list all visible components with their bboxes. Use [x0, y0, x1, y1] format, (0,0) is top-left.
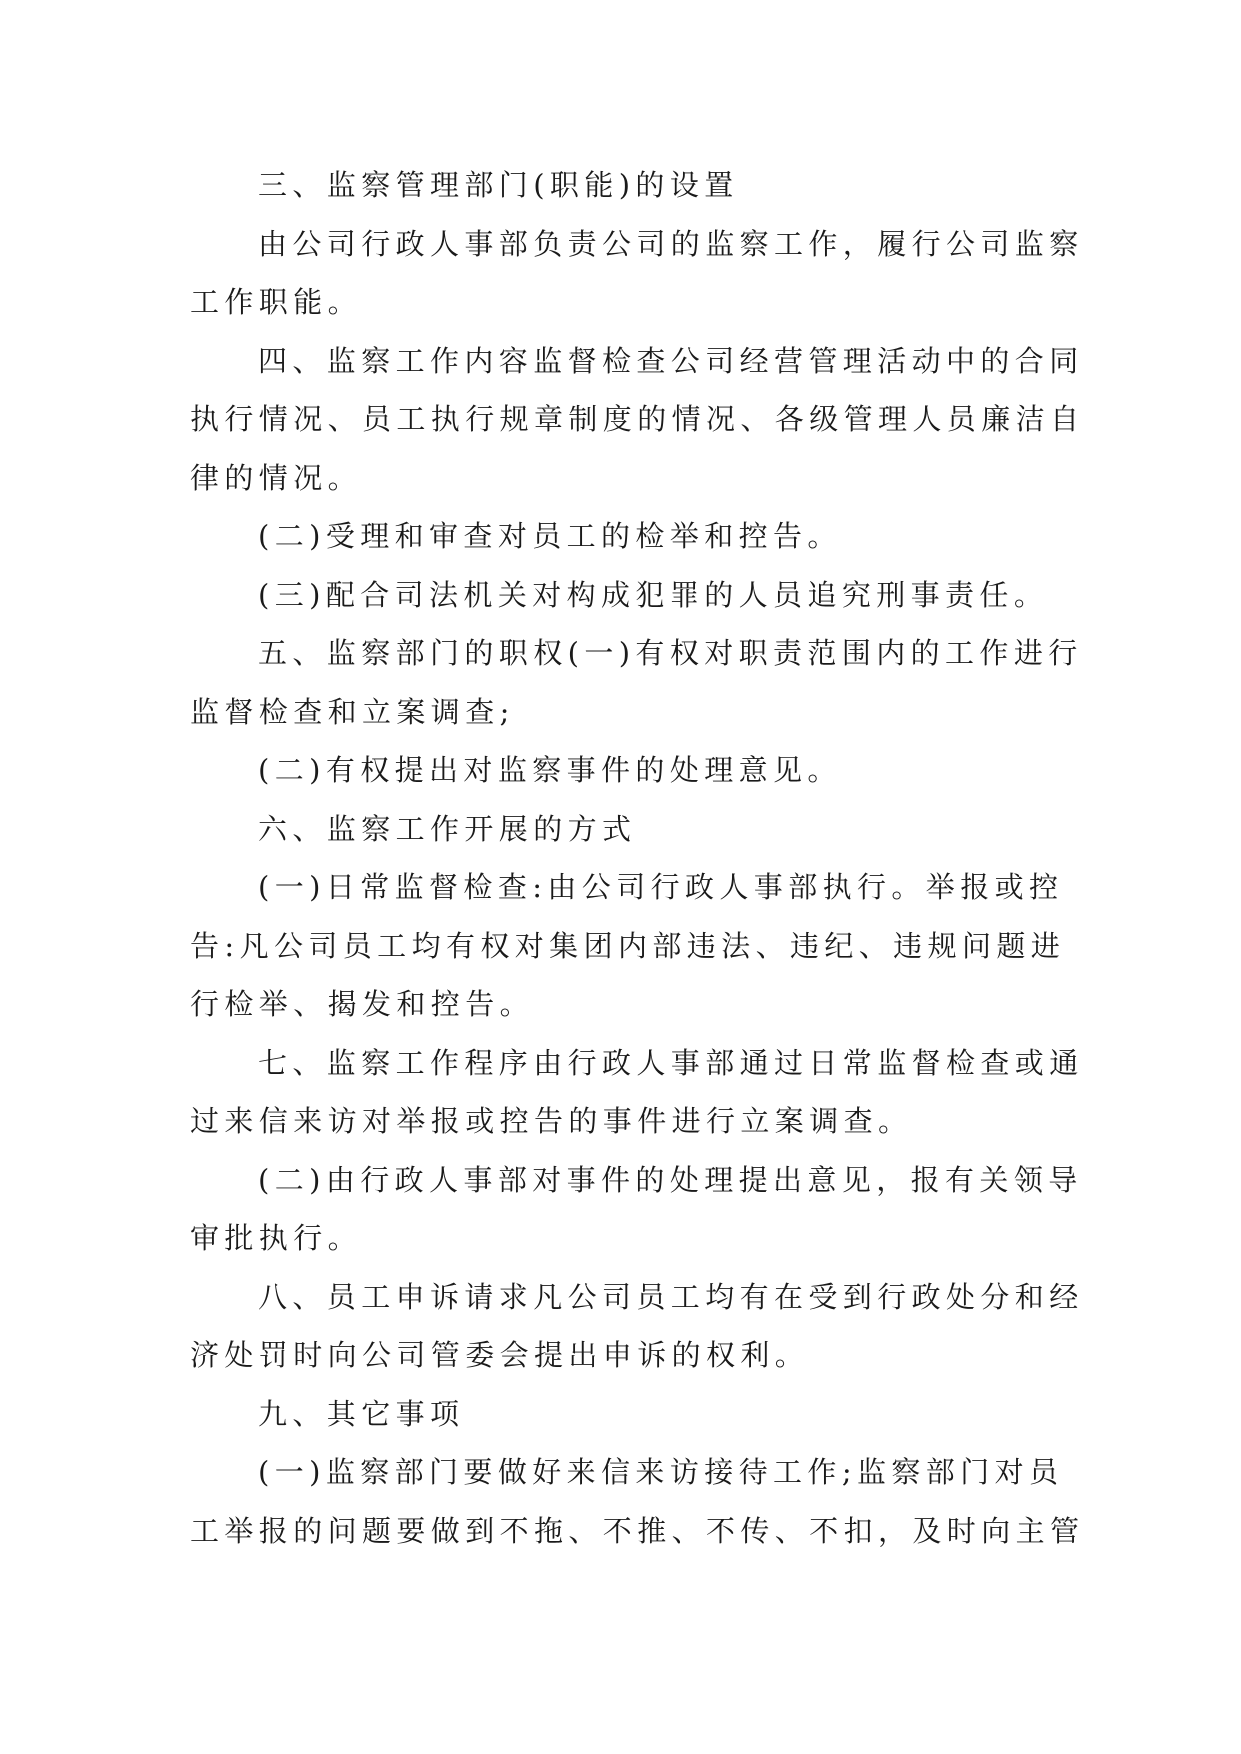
text-line: (一)监察部门要做好来信来访接待工作;监察部门对员 — [258, 1455, 1064, 1489]
text-line: (二)受理和审查对员工的检举和控告。 — [258, 519, 842, 553]
paragraph-section-5 — [190, 624, 1083, 741]
paragraph-section-7 — [190, 1034, 1084, 1151]
text-line: 工举报的问题要做到不拖、不推、不传、不扣，及时向主管 — [190, 1513, 1085, 1548]
text-line: 八、员工申诉请求凡公司员工均有在受到行政处分和经 — [258, 1279, 1084, 1314]
paragraph-section-4-item-2 — [190, 507, 1050, 566]
paragraph-section-9-title — [190, 1385, 1050, 1444]
paragraph-section-9-item-1 — [190, 1443, 1085, 1560]
text-line: 工作职能。 — [190, 285, 363, 319]
text-line: 九、其它事项 — [258, 1396, 465, 1431]
paragraph-section-4-item-3 — [190, 566, 1050, 625]
text-line: 监督检查和立案调查; — [190, 694, 515, 729]
paragraph-section-7-item-2 — [190, 1151, 1083, 1268]
paragraph-section-6-item-1 — [190, 858, 1066, 1034]
text-line: 过来信来访对举报或控告的事件进行立案调查。 — [190, 1104, 913, 1138]
paragraph-section-3-title — [190, 156, 1050, 215]
text-line: 七、监察工作程序由行政人事部通过日常监督检查或通 — [258, 1045, 1084, 1080]
text-line: 律的情况。 — [190, 460, 363, 495]
text-line: 执行情况、员工执行规章制度的情况、各级管理人员廉洁自 — [190, 402, 1085, 436]
paragraph-section-8 — [190, 1268, 1084, 1385]
paragraph-section-5-item-2 — [190, 741, 1050, 800]
text-line: (一)日常监督检查:由公司行政人事部执行。举报或控 — [258, 870, 1064, 904]
text-line: 四、监察工作内容监督检查公司经营管理活动中的合同 — [258, 343, 1084, 378]
paragraph-section-3-body — [190, 215, 1084, 332]
paragraph-section-6-title — [190, 800, 1050, 859]
text-line: 六、监察工作开展的方式 — [258, 811, 637, 846]
document-body — [190, 156, 1085, 1560]
text-line: 五、监察部门的职权(一)有权对职责范围内的工作进行 — [258, 636, 1083, 670]
text-line: 济处罚时向公司管委会提出申诉的权利。 — [190, 1338, 810, 1372]
text-line: (二)有权提出对监察事件的处理意见。 — [258, 753, 842, 787]
text-line: 三、监察管理部门(职能)的设置 — [258, 168, 739, 202]
text-line: 审批执行。 — [190, 1221, 363, 1255]
paragraph-section-4 — [190, 332, 1085, 508]
text-line: 告:凡公司员工均有权对集团内部违法、违纪、违规问题进 — [190, 928, 1066, 963]
text-line: 由公司行政人事部负责公司的监察工作，履行公司监察 — [258, 226, 1084, 261]
text-line: (二)由行政人事部对事件的处理提出意见，报有关领导 — [258, 1162, 1083, 1197]
text-line: 行检举、揭发和控告。 — [190, 987, 535, 1021]
text-line: (三)配合司法机关对构成犯罪的人员追究刑事责任。 — [258, 577, 1049, 612]
